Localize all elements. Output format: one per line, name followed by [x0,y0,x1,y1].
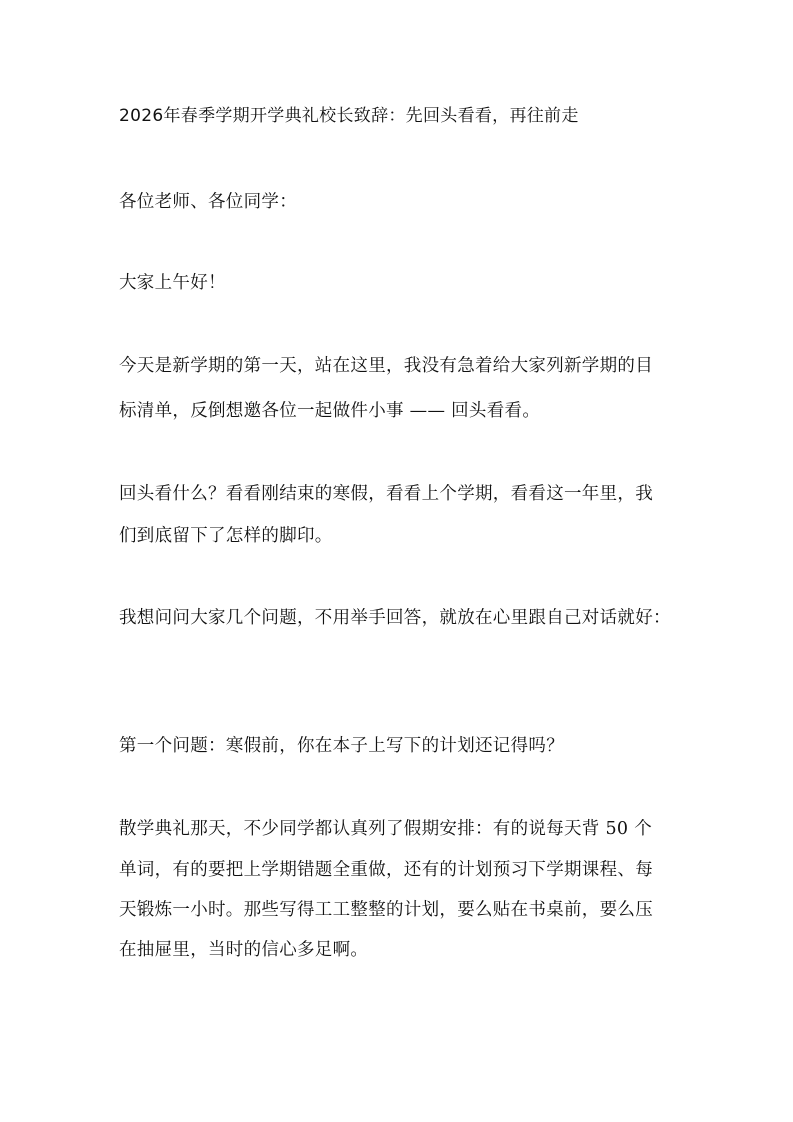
paragraph-line: 在抽屉里，当时的信心多足啊。 [119,940,369,960]
greeting: 大家上午好！ [119,273,226,293]
salutation: 各位老师、各位同学： [119,192,297,212]
paragraph-line: 今天是新学期的第一天，站在这里，我没有急着给大家列新学期的目 [119,356,653,376]
paragraph-line: 天锻炼一小时。那些写得工工整整的计划，要么贴在书桌前，要么压 [119,900,653,920]
paragraph-line: 标清单，反倒想邀各位一起做件小事 —— 回头看看。 [119,401,541,421]
paragraph-line: 单词，有的要把上学期错题全重做，还有的计划预习下学期课程、每 [119,860,653,880]
question-heading: 第一个问题：寒假前，你在本子上写下的计划还记得吗？ [119,736,564,756]
paragraph-line: 回头看什么？看看刚结束的寒假，看看上个学期，看看这一年里，我 [119,484,653,504]
document-title: 2026年春季学期开学典礼校长致辞：先回头看看，再往前走 [119,106,579,126]
paragraph-line: 散学典礼那天，不少同学都认真列了假期安排：有的说每天背 50 个 [119,819,652,839]
paragraph-line: 们到底留下了怎样的脚印。 [119,526,333,546]
paragraph-line: 我想问问大家几个问题，不用举手回答，就放在心里跟自己对话就好： [119,608,671,628]
